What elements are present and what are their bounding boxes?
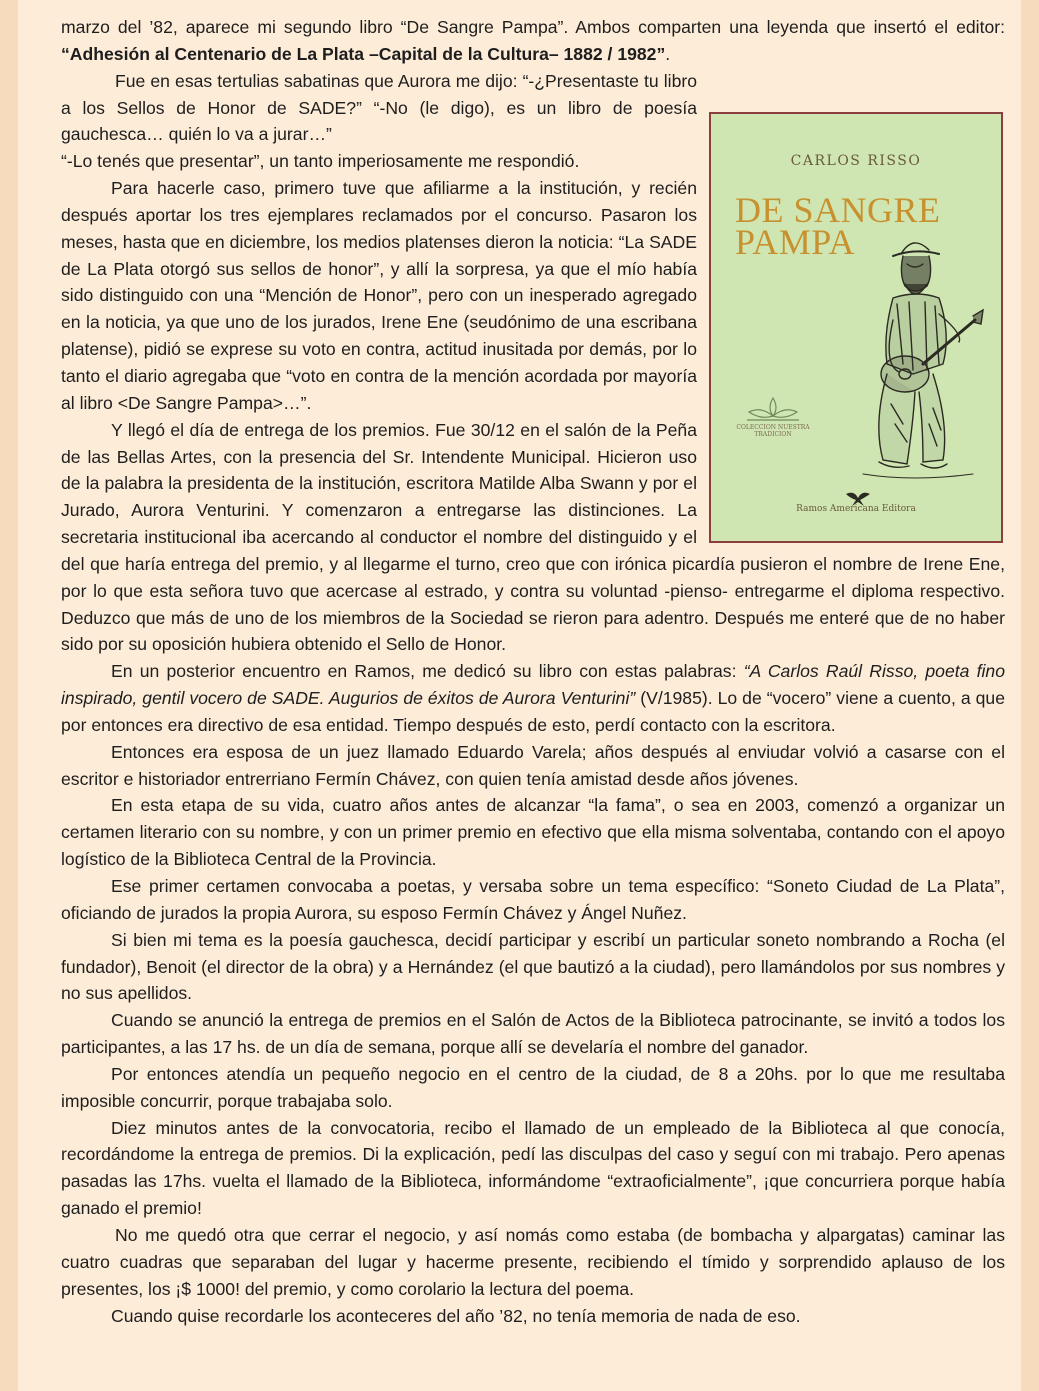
paragraph: Cuando se anunció la entrega de premios en el Salón de Actos de la Biblioteca patrocinante, se invitó a todos los participantes, a las 17 hs. de un día de semana, porque allí se develaría el nombre del ganador. xyxy=(61,1010,1005,1058)
paragraph: En esta etapa de su vida, cuatro años antes de alcanzar “la fama”, o sea en 2003, comenzó a organizar un certamen literario con su nombre, y con un primer premio en efectivo que ella misma solventaba, contando con el apoyo logístico de la Biblioteca Central de la Provincia. xyxy=(61,795,1005,870)
paragraph xyxy=(61,14,1005,68)
paragraph-text: marzo del ’82, aparece mi segundo libro “De Sangre Pampa”. Ambos comparten una leyenda que insertó el editor: xyxy=(61,17,1005,37)
book-legend: “Adhesión al Centenario de La Plata –Capital de la Cultura– 1882 / 1982” xyxy=(61,43,666,64)
article-body xyxy=(61,14,1005,1329)
paragraph: Entonces era esposa de un juez llamado Eduardo Varela; años después al enviudar volvió a casarse con el escritor e historiador entrerriano Fermín Chávez, con quien tenía amistad desde años jóvenes. xyxy=(61,741,1005,789)
paragraph: Cuando quise recordarle los aconteceres del año ’82, no tenía memoria de nada de eso. xyxy=(111,1305,801,1326)
paragraph: Fue en esas tertulias sabatinas que Aurora me dijo: “-¿Presentaste tu libro a los Sellos de Honor de SADE?” “-No (le digo), es un libro de poesía gauchesca… quién lo va a jurar…” xyxy=(61,70,697,145)
paragraph xyxy=(61,658,1005,739)
cover-title-line: PAMPA xyxy=(735,221,855,262)
paragraph: Ese primer certamen convocaba a poetas, y versaba sobre un tema específico: “Soneto Ciudad de La Plata”, oficiando de jurados la propia Aurora, su esposo Fermín Chávez y Ángel Nuñez. xyxy=(61,876,1005,923)
cover-author: CARLOS RISSO xyxy=(790,152,922,169)
paragraph-text: En un posterior encuentro en Ramos, me dedicó su libro con estas palabras: xyxy=(111,661,744,682)
ornament-icon xyxy=(743,394,803,424)
cover-title-line: DE SANGRE xyxy=(735,189,941,230)
book-cover xyxy=(709,112,1003,543)
paragraph: “-Lo tenés que presentar”, un tanto imperiosamente me respondió. xyxy=(61,151,580,172)
paragraph: Por entonces atendía un pequeño negocio en el centro de la ciudad, de 8 a 20hs. por lo que me resultaba imposible concurrir, porque trabajaba solo. xyxy=(61,1063,1005,1111)
paragraph: Si bien mi tema es la poesía gauchesca, decidí participar y escribí un particular soneto nombrando a Rocha (el fundador), Benoit (el director de la obra) y a Hernández (el que bautizó a la ciudad), pero llamándolos por sus nombres y no sus apellidos. xyxy=(61,929,1005,1004)
cover-publisher: Ramos Americana Editora xyxy=(796,503,916,514)
cover-collection: COLECCION NUESTRA TRADICION xyxy=(736,423,810,438)
paragraph: Diez minutos antes de la convocatoria, recibo el llamado de un empleado de la Biblioteca al que conocía, recordándome la entrega de premios. Di la explicación, pedí las disculpas del caso y seguí con mi trabajo. Pero apenas pasadas las 17hs. vuelta el llamado de la Biblioteca, informándome “extraoficialmente”, ¡que concurriera porque había ganado el premio! xyxy=(61,1117,1005,1219)
paragraph-text: . xyxy=(665,43,671,64)
gaucho-guitarist-illustration xyxy=(843,224,993,484)
paragraph: No me quedó otra que cerrar el negocio, y así nomás como estaba (de bombacha y alpargatas) caminar las cuatro cuadras que separaban del lugar y hacerme presente, recibiendo el tímido y sorprendido aplauso de los presentes, los ¡$ 1000! del premio, y como corolario la lectura del poema. xyxy=(61,1224,1005,1299)
paragraph: Y llegó el día de entrega de los premios. Fue 30/12 en el salón de la Peña de las Bellas Artes, con la presencia del Sr. Intendente Municipal. Hicieron uso de la palabra la presidenta de la institución, escritora Matilde Alba Swann y por el Jurado, Aurora Venturini. Y comenzaron a entregarse las distinciones. La secretaria institucional iba acercando al conductor el nombre del distinguido y el del que haría entrega del premio, y al llegarme el turno, creo que con irónica picardía pusieron el nombre de Irene Ene, por lo que esta señora tuvo que acercase al estrado, y contra su voluntad -pienso- entregarme el diploma respectivo. Deduzco que más de uno de los miembros de la Sociedad se rieron para adentro. Después me enteré que de no haber sido por su oposición hubiera obtenido el Sello de Honor. xyxy=(61,419,1005,655)
paragraph: Para hacerle caso, primero tuve que afiliarme a la institución, y recién después aportar los tres ejemplares reclamados por el concurso. Pasaron los meses, hasta que en diciembre, los medios platenses dieron la noticia: “La SADE de La Plata otorgó sus sellos de honor”, y allí la sorpresa, ya que el mío había sido distinguido con una “Mención de Honor”, pero con un inesperado agregado en la noticia, ya que uno de los jurados, Irene Ene (seudónimo de una escribana platense), pidió se exprese su voto en contra, actitud inusitada por demás, por lo tanto el diario agregaba que “voto en contra de la mención acordada por mayoría al libro <De Sangre Pampa>…”. xyxy=(61,178,697,413)
paragraph-text: (V/1985). Lo de “vocero” viene a cuento, a que por entonces era directivo de esa entidad. Tiempo después de esto, perdí contacto con la escritora. xyxy=(61,688,1005,735)
book-cover-image xyxy=(709,112,1005,545)
dedication-quote: “A Carlos Raúl Risso, poeta fino inspirado, gentil vocero de SADE. Augurios de éxitos de Aurora Venturini” xyxy=(61,661,1005,709)
